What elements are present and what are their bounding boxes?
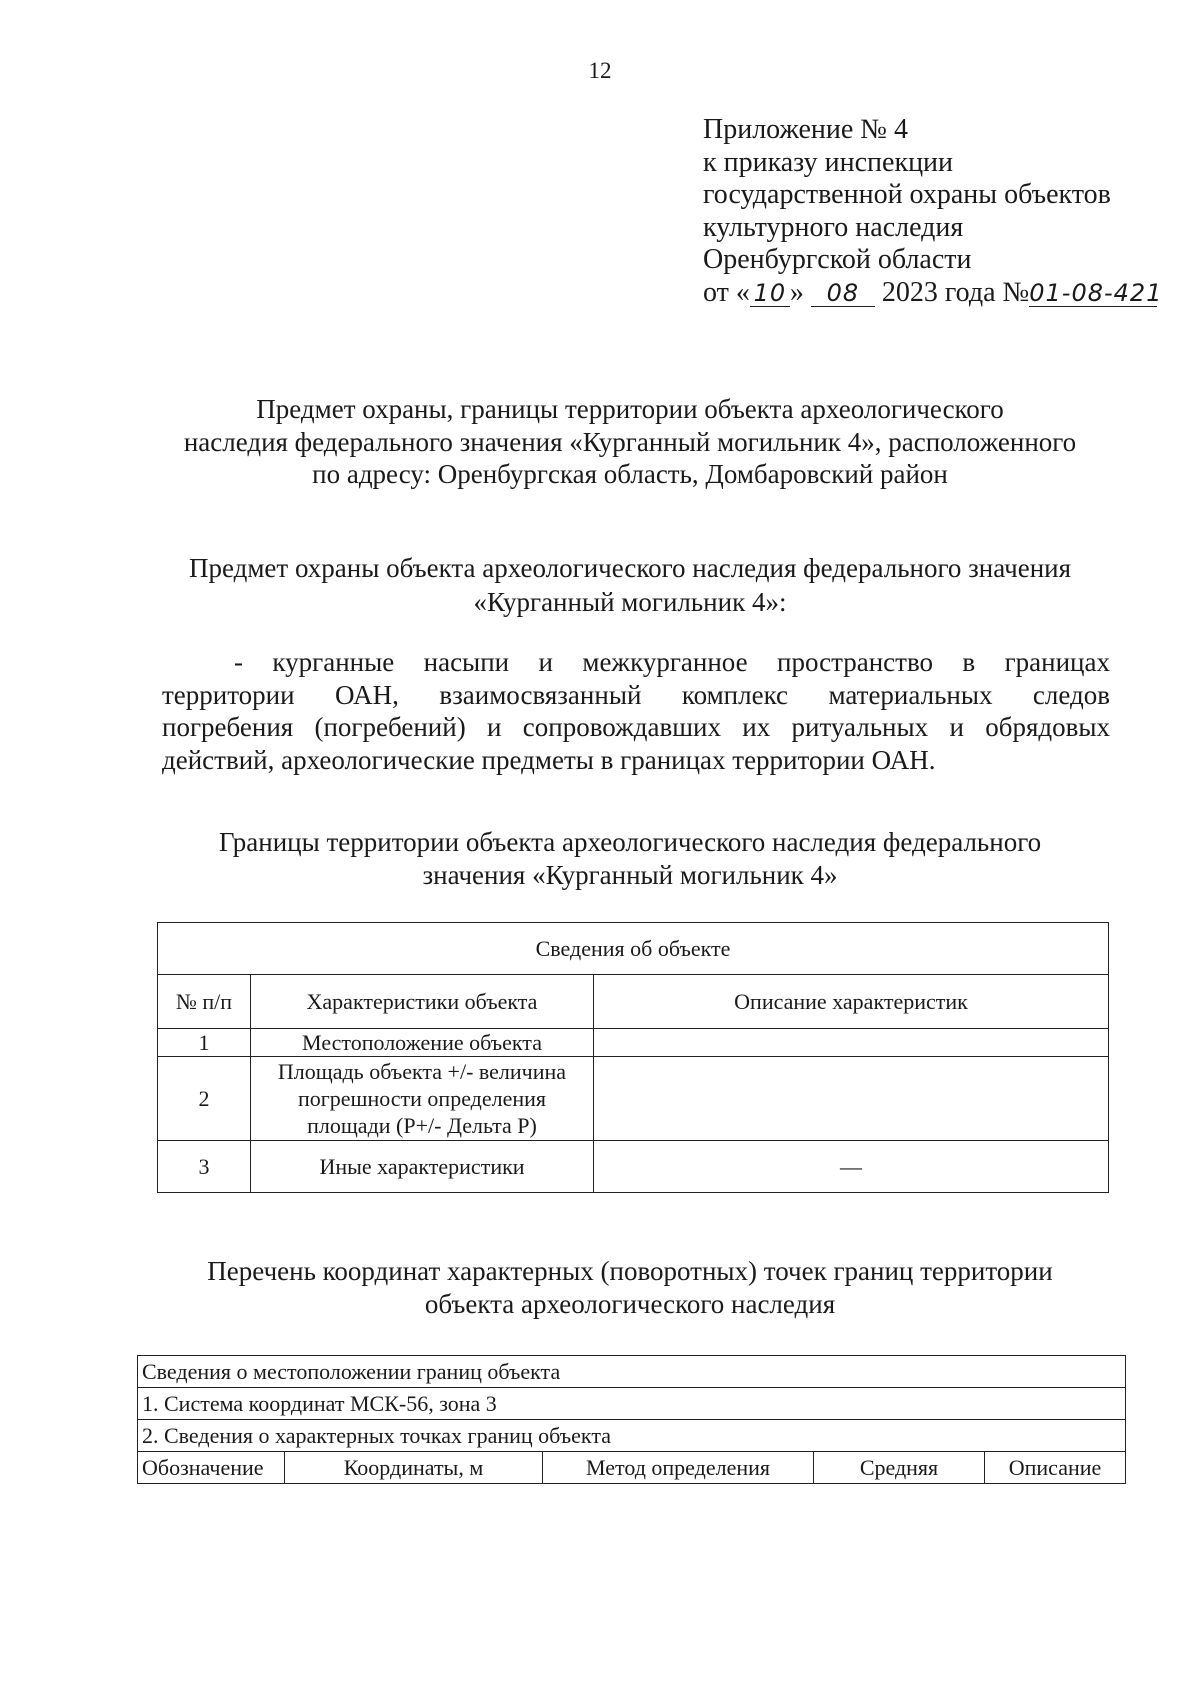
column-header: Координаты, м [285,1452,543,1484]
object-info-table [157,922,1109,1193]
date-day: 10 [750,280,790,307]
heading-line: Границы территории объекта археологического наследия федерального [218,827,1042,857]
page-number: 12 [588,58,612,83]
row-description [594,1029,1109,1057]
column-header: Метод определения [543,1452,814,1484]
coord-row-location: Сведения о местоположении границ объекта [138,1356,1126,1388]
column-header: Обозначение [138,1452,285,1484]
coord-row-points: 2. Сведения о характерных точках границ объекта [138,1420,1126,1452]
column-header: Описание характеристик [594,975,1109,1029]
order-date-line [703,276,1163,310]
row-description [594,1057,1109,1141]
characteristic-line: Площадь объекта +/- величина [277,1059,567,1084]
title-line: наследия федерального значения «Курганный могильник 4», расположенного [183,426,1077,457]
title-line: Предмет охраны, границы территории объекта археологического [256,394,1004,424]
characteristic-line: площади (Р+/- Дельта Р) [307,1113,537,1138]
row-number: 2 [158,1057,251,1141]
main-title [150,393,1110,491]
date-year: 2023 года № [881,276,1030,308]
appendix-line: государственной охраны объектов [703,179,1111,210]
heading-line: Предмет охраны объекта археологического наследия федерального значения [188,553,1072,583]
date-sep: » [789,276,804,308]
heading-line: объекта археологического наследия [424,1289,836,1319]
column-header: Характеристики объекта [251,975,594,1029]
heading-line: значения «Курганный могильник 4» [422,860,838,890]
coords-heading [150,1255,1110,1321]
table-row [158,1057,1109,1141]
row-characteristic: Иные характеристики [251,1141,594,1193]
paragraph-line: территории ОАН, взаимосвязанный комплекс материальных следов [162,679,1110,710]
row-description: — [594,1141,1109,1193]
bounds-heading [150,826,1110,892]
title-line: по адресу: Оренбургская область, Домбаровский район [312,459,948,489]
appendix-line: Оренбургской области [703,244,972,275]
table-row [158,1141,1109,1193]
row-characteristic [251,1057,594,1141]
subject-paragraph [162,646,1110,776]
row-number: 1 [158,1029,251,1057]
appendix-line: Приложение № 4 [703,114,908,145]
appendix-block [703,114,1163,309]
date-prefix: от « [703,276,750,308]
table-caption: Сведения об объекте [158,923,1109,975]
appendix-line: культурного наследия [703,211,964,243]
characteristic-line: погрешности определения [297,1086,547,1111]
heading-line: Перечень координат характерных (поворотных) точек границ территории [207,1256,1053,1286]
order-number: 01-08-421 [1029,278,1163,307]
row-number: 3 [158,1141,251,1193]
column-header: Средняя [814,1452,985,1484]
column-header: № п/п [158,975,251,1029]
paragraph-line: погребения (погребений) и сопровождавших их ритуальных и обрядовых [162,712,1110,742]
paragraph-line: - курганные насыпи и межкурганное пространство в границах [234,647,1110,677]
coordinates-table [137,1355,1126,1484]
date-month: 08 [811,280,875,307]
paragraph-line: действий, археологические предметы в границах территории ОАН. [162,744,936,775]
row-characteristic: Местоположение объекта [251,1029,594,1057]
appendix-line: к приказу инспекции [703,146,954,178]
table-row [158,1029,1109,1057]
column-header: Описание [985,1452,1126,1484]
heading-line: «Курганный могильник 4»: [473,587,787,617]
coord-row-system: 1. Система координат МСК-56, зона 3 [138,1388,1126,1420]
subject-heading [150,551,1110,619]
